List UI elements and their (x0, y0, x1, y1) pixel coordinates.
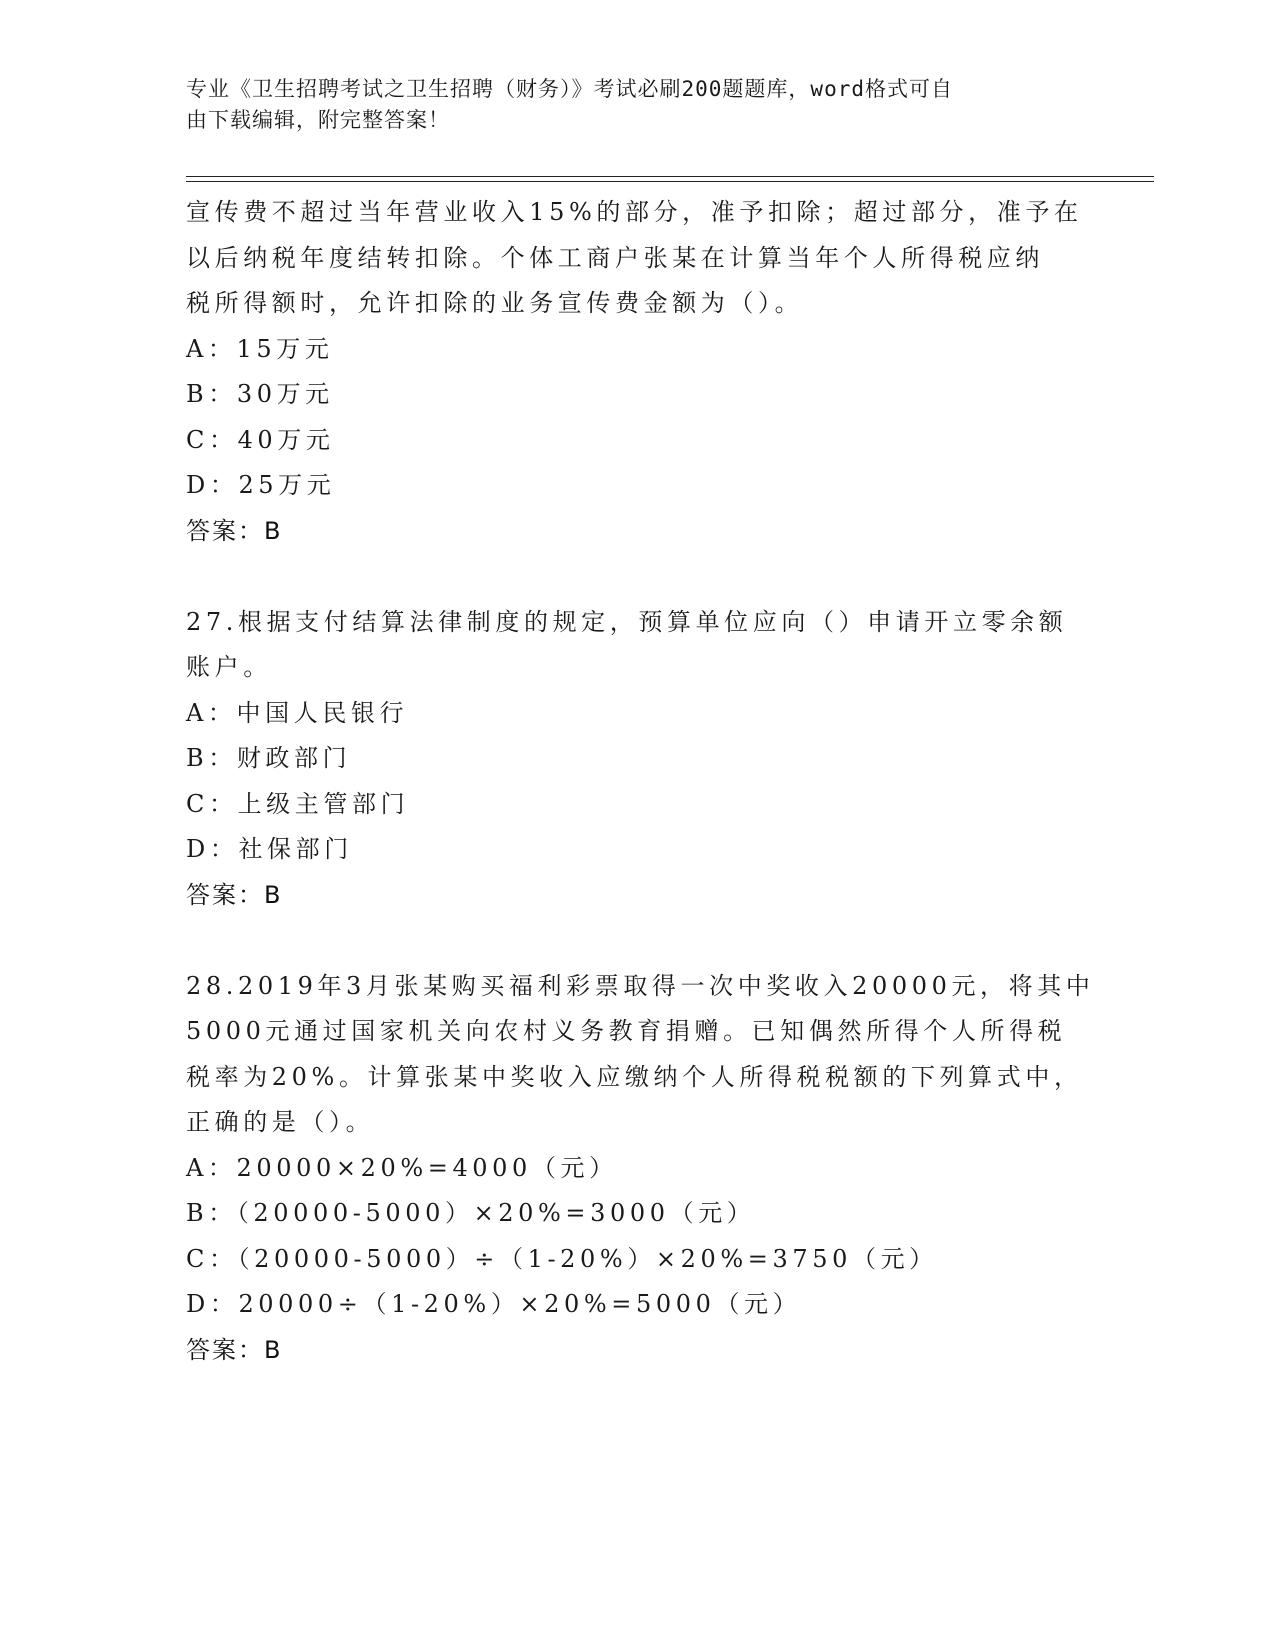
question-27-line-1: 27.根据支付结算法律制度的规定，预算单位应向（）申请开立零余额 (186, 607, 1068, 636)
question-26-line-3: 税所得额时，允许扣除的业务宣传费金额为（）。 (186, 289, 804, 317)
question-28-answer: 答案：B (186, 1335, 283, 1364)
question-26-line-1: 宣传费不超过当年营业收入15%的部分，准予扣除；超过部分，准予在 (186, 198, 1083, 226)
question-28-option-b: B：（20000-5000）×20%=3000（元） (186, 1199, 756, 1227)
question-26-block (186, 190, 1086, 554)
spacer (186, 918, 1086, 964)
document-body (186, 190, 1095, 1373)
question-28-line-3: 税率为20%。计算张某中奖收入应缴纳个人所得税税额的下列算式中， (186, 1062, 1083, 1091)
question-28-option-d: D：20000÷（1-20%）×20%=5000（元） (186, 1290, 802, 1318)
question-27-option-c: C：上级主管部门 (186, 789, 410, 818)
header-divider-bottom (186, 181, 1154, 182)
question-27-option-d: D：社保部门 (186, 835, 353, 863)
question-27-option-a: A：中国人民银行 (186, 698, 409, 727)
question-28-line-1: 28.2019年3月张某购买福利彩票取得一次中奖收入20000元，将其中 (186, 971, 1095, 1000)
question-26-option-b: B：30万元 (186, 380, 334, 408)
question-28-option-c: C：（20000-5000）÷（1-20%）×20%=3750（元） (186, 1244, 938, 1273)
question-26-line-2: 以后纳税年度结转扣除。个体工商户张某在计算当年个人所得税应纳 (186, 243, 1044, 272)
header-line-1: 专业《卫生招聘考试之卫生招聘（财务）》考试必刷200题题库，word格式可自 (186, 77, 953, 101)
question-26-option-a: A：15万元 (186, 334, 334, 363)
question-27-option-b: B：财政部门 (186, 744, 352, 772)
header-divider-top (186, 176, 1154, 177)
header-line-2: 由下载编辑，附完整答案！ (186, 108, 450, 132)
question-27-block (186, 600, 1086, 919)
question-27-answer: 答案：B (186, 880, 283, 909)
spacer (186, 554, 1086, 600)
question-28-option-a: A：20000×20%=4000（元） (186, 1153, 618, 1182)
question-26-option-c: C：40万元 (186, 425, 335, 454)
question-26-answer: 答案：B (186, 516, 283, 545)
document-header (186, 74, 1066, 136)
question-26-option-d: D：25万元 (186, 471, 336, 499)
question-28-line-2: 5000元通过国家机关向农村义务教育捐赠。已知偶然所得个人所得税 (186, 1017, 1067, 1045)
question-28-line-4: 正确的是（）。 (186, 1108, 375, 1136)
question-27-line-2: 账户。 (186, 653, 272, 681)
question-28-block (186, 964, 1095, 1374)
